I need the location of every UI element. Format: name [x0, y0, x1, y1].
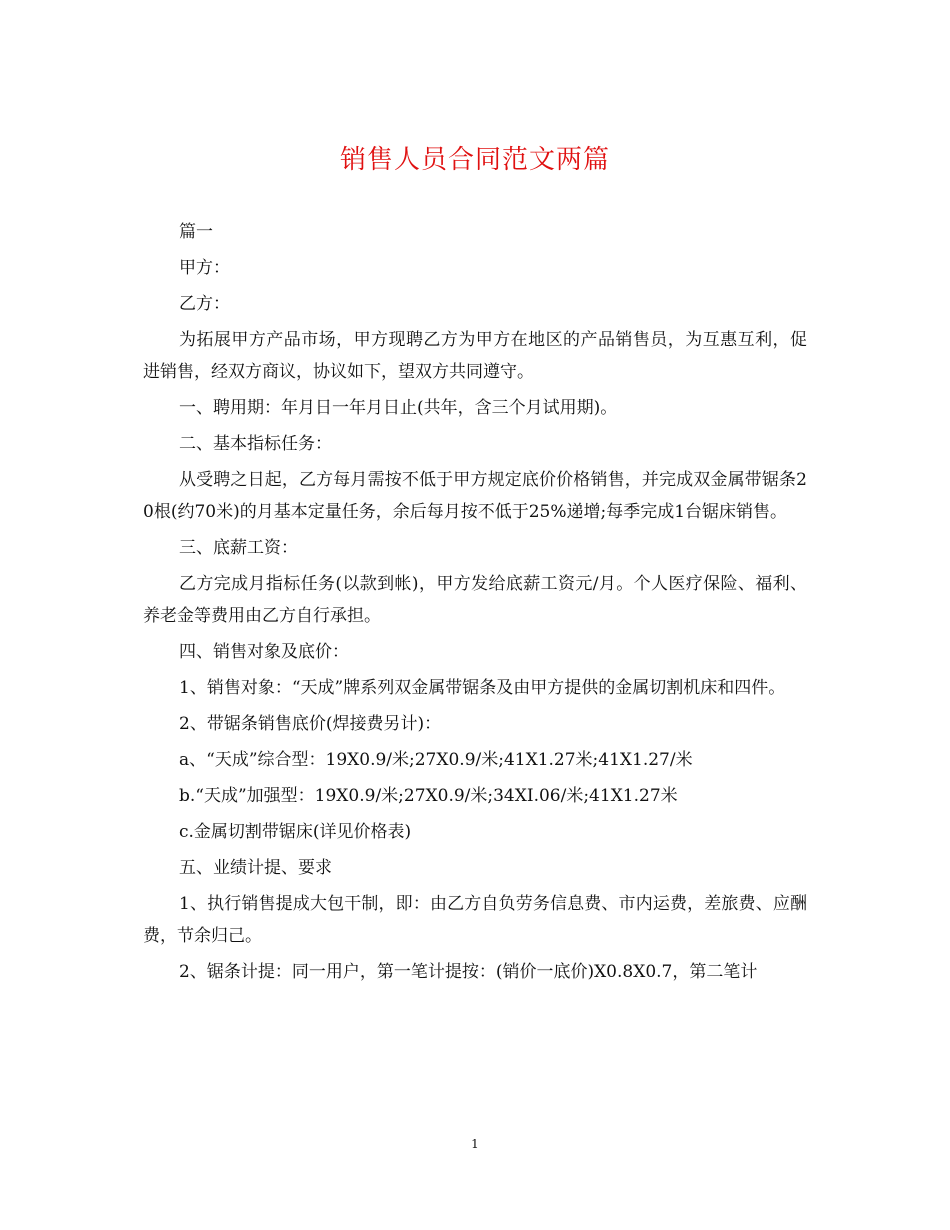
paragraph: b.“天成”加强型：19X0.9/米;27X0.9/米;34XI.06/米;41X1.27米 — [179, 786, 678, 806]
paragraph: c.金属切割带锯床(详见价格表) — [179, 822, 412, 842]
paragraph: a、“天成”综合型：19X0.9/米;27X0.9/米;41X1.27米;41X1.27/米 — [179, 750, 693, 770]
page-number: 1 — [471, 1137, 479, 1151]
paragraph: 甲方： — [179, 258, 230, 278]
paragraph: 2、锯条计提：同一用户，第一笔计提按：(销价一底价)X0.8X0.7，第二笔计 — [179, 962, 758, 982]
document-title: 销售人员合同范文两篇 — [339, 145, 610, 175]
paragraph: 乙方完成月指标任务(以款到帐)，甲方发给底薪工资元/月。个人医疗保险、福利、养老金等费用由乙方自行承担。 — [143, 574, 807, 626]
paragraph: 1、执行销售提成大包干制，即：由乙方自负劳务信息费、市内运费，差旅费、应酬费，节余归己。 — [143, 894, 807, 946]
paragraph: 1、销售对象：“天成”牌系列双金属带锯条及由甲方提供的金属切割机床和四件。 — [179, 678, 786, 698]
paragraph: 四、销售对象及底价： — [179, 642, 349, 662]
paragraph: 为拓展甲方产品市场，甲方现聘乙方为甲方在地区的产品销售员，为互惠互利，促进销售，经双方商议，协议如下，望双方共同遵守。 — [143, 330, 807, 382]
paragraph: 2、带锯条销售底价(焊接费另计)： — [179, 714, 442, 734]
paragraph: 从受聘之日起，乙方每月需按不低于甲方规定底价价格销售，并完成双金属带锯条20根(约70米)的月基本定量任务，余后每月按不低于25%递增;每季完成1台锯床销售。 — [143, 470, 807, 522]
document-body — [143, 216, 807, 992]
paragraph: 二、基本指标任务： — [179, 434, 332, 454]
paragraph: 三、底薪工资： — [179, 538, 298, 558]
paragraph: 五、业绩计提、要求 — [179, 858, 332, 878]
paragraph: 篇一 — [179, 222, 213, 242]
paragraph: 乙方： — [179, 294, 230, 314]
paragraph: 一、聘用期：年月日一年月日止(共年，含三个月试用期)。 — [179, 398, 618, 418]
